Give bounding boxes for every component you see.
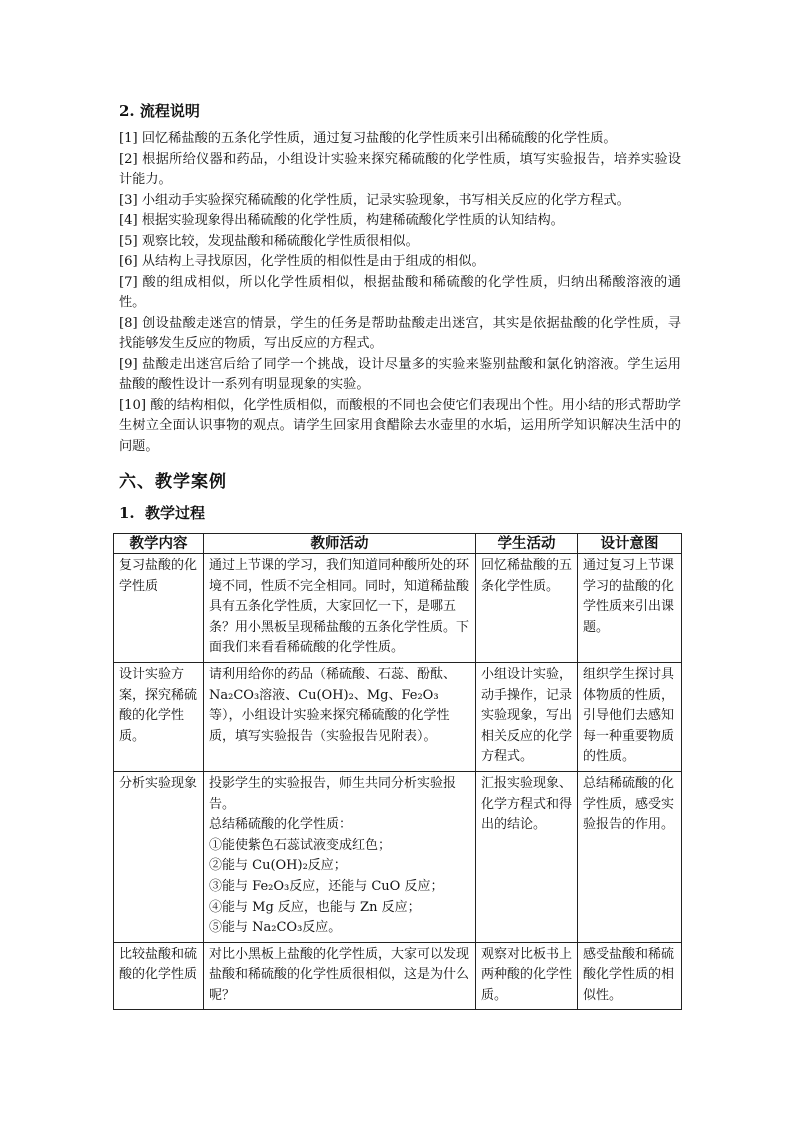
section-6-heading: 六、教学案例 [119, 472, 227, 492]
cell-student: 小组设计实验，动手操作，记录实验现象，写出相关反应的化学方程式。 [476, 662, 578, 771]
cell-teacher: 通过上节课的学习，我们知道同种酸所处的环境不同，性质不完全相同。同时，知道稀盐酸具有五条化学性质，大家回忆一下，是哪五条？用小黑板呈现稀盐酸的五条化学性质。下面我们来看看稀硫酸的化学性质。 [204, 554, 476, 663]
section-2-heading: 2. 流程说明 [119, 102, 200, 120]
subsection-title: 教学过程 [145, 504, 206, 522]
cell-content: 复习盐酸的化学性质 [114, 554, 204, 663]
header-content: 教学内容 [114, 534, 204, 554]
teaching-process-heading [119, 502, 681, 523]
header-design-intent: 设计意图 [578, 534, 682, 554]
cell-content: 比较盐酸和硫酸的化学性质 [114, 942, 204, 1010]
property-item: ③能与 Fe₂O₃反应，还能与 CuO 反应； [209, 878, 444, 894]
flow-item: [9] 盐酸走出迷宫后给了同学一个挑战，设计尽量多的实验来鉴别盐酸和氯化钠溶液。学生运用盐酸的酸性设计一系列有明显现象的实验。 [119, 356, 681, 392]
table-row [114, 662, 682, 771]
teacher-intro: 投影学生的实验报告，师生共同分析实验报告。 [209, 775, 457, 812]
header-teacher-activity: 教师活动 [204, 534, 476, 554]
flow-item: [1] 回忆稀盐酸的五条化学性质，通过复习盐酸的化学性质来引出稀硫酸的化学性质。 [119, 131, 617, 146]
flow-item: [6] 从结构上寻找原因，化学性质的相似性是由于组成的相似。 [119, 254, 485, 269]
property-item: ④能与 Mg 反应，也能与 Zn 反应； [209, 899, 421, 915]
cell-teacher: 请利用给你的药品（稀硫酸、石蕊、酚酞、Na₂CO₃溶液、Cu(OH)₂、Mg、Fe₂O₃等），小组设计实验来探究稀硫酸的化学性质，填写实验报告（实验报告见附表）。 [204, 662, 476, 771]
header-student-activity: 学生活动 [476, 534, 578, 554]
cell-content: 分析实验现象 [114, 771, 204, 942]
flow-item: [8] 创设盐酸走迷宫的情景，学生的任务是帮助盐酸走出迷宫，其实是依据盐酸的化学性质，寻找能够发生反应的物质，写出反应的方程式。 [119, 315, 681, 351]
cell-intent: 总结稀硫酸的化学性质，感受实验报告的作用。 [578, 771, 682, 942]
teaching-process-table [113, 533, 682, 1010]
cell-teacher: 对比小黑板上盐酸的化学性质，大家可以发现盐酸和稀硫酸的化学性质很相似，这是为什么呢？ [204, 942, 476, 1010]
cell-intent: 通过复习上节课学习的盐酸的化学性质来引出课题。 [578, 554, 682, 663]
cell-student: 回忆稀盐酸的五条化学性质。 [476, 554, 578, 663]
flow-item: [2] 根据所给仪器和药品，小组设计实验来探究稀硫酸的化学性质，填写实验报告，培养实验设计能力。 [119, 151, 681, 187]
cell-teacher [204, 771, 476, 942]
cell-student: 观察对比板书上两种酸的化学性质。 [476, 942, 578, 1010]
table-row [114, 942, 682, 1010]
document-page [119, 100, 681, 529]
property-item: ①能使紫色石蕊试液变成红色； [209, 837, 392, 853]
cell-student: 汇报实验现象、化学方程式和得出的结论。 [476, 771, 578, 942]
flow-item: [3] 小组动手实验探究稀硫酸的化学性质，记录实验现象，书写相关反应的化学方程式。 [119, 192, 630, 208]
property-item: ②能与 Cu(OH)₂反应； [209, 858, 347, 874]
flow-item: [10] 酸的结构相似，化学性质相似，而酸根的不同也会使它们表现出个性。用小结的形式帮助学生树立全面认识事物的观点。请学生回家用食醋除去水壶里的水垢，运用所学知识解决生活中的问题。 [119, 397, 681, 454]
teacher-summary-lead: 总结稀硫酸的化学性质： [209, 817, 353, 833]
subsection-number: 1. [119, 504, 135, 522]
flow-item: [4] 根据实验现象得出稀硫酸的化学性质，构建稀硫酸化学性质的认知结构。 [119, 213, 564, 228]
table-row [114, 771, 682, 942]
flow-item: [7] 酸的组成相似，所以化学性质相似，根据盐酸和稀硫酸的化学性质，归纳出稀酸溶液的通性。 [119, 274, 681, 310]
cell-intent: 组织学生探讨具体物质的性质，引导他们去感知每一种重要物质的性质。 [578, 662, 682, 771]
flow-item: [5] 观察比较，发现盐酸和稀硫酸化学性质很相似。 [119, 233, 419, 249]
cell-intent: 感受盐酸和稀硫酸化学性质的相似性。 [578, 942, 682, 1010]
cell-content: 设计实验方案，探究稀硫酸的化学性质。 [114, 662, 204, 771]
property-item: ⑤能与 Na₂CO₃反应。 [209, 920, 342, 936]
table-header-row [114, 534, 682, 554]
flow-description [119, 129, 681, 457]
table-row [114, 554, 682, 663]
